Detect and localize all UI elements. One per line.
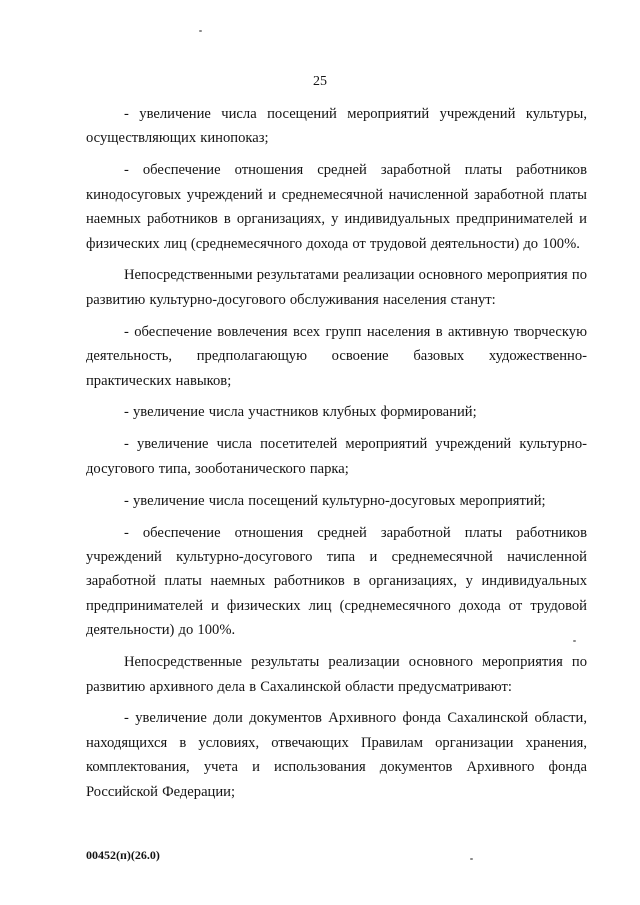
- list-item: - увеличение числа посещений культурно-досуговых мероприятий;: [124, 492, 546, 509]
- scan-speck: [199, 30, 202, 32]
- list-item: - увеличение числа посетителей мероприятий учреждений культурно-досугового типа, зооботанического парка;: [86, 436, 587, 477]
- list-item: - увеличение числа посещений мероприятий учреждений культуры, осуществляющих кинопоказ;: [86, 106, 587, 147]
- list-item: - увеличение числа участников клубных формирований;: [124, 404, 477, 421]
- list-item: - обеспечение отношения средней заработной платы работников учреждений культурно-досугового типа и среднемесячной начисленной заработной платы наемных работников в организациях, у индивидуальных предпринимателей и физических лиц (среднемесячного дохода от трудовой деятельности) до 100%.: [86, 524, 587, 639]
- list-item: - обеспечение отношения средней заработной платы работников кинодосуговых учреждений и среднемесячной начисленной заработной платы наемных работников в организациях, у индивидуальных предпринимателей и физических лиц (среднемесячного дохода от трудовой деятельности) до 100%.: [86, 162, 587, 252]
- page-number: 25: [313, 74, 327, 89]
- list-item: - увеличение доли документов Архивного фонда Сахалинской области, находящихся в условиях, отвечающих Правилам организации хранения, комплектования, учета и использования документов Архивного фонда Российской Федерации;: [86, 710, 587, 800]
- document-body: [86, 102, 587, 812]
- document-code: 00452(п)(26.0): [86, 848, 160, 862]
- paragraph: Непосредственными результатами реализации основного мероприятия по развитию культурно-досугового обслуживания населения станут:: [86, 267, 587, 308]
- paragraph: Непосредственные результаты реализации основного мероприятия по развитию архивного дела в Сахалинской области предусматривают:: [86, 654, 587, 695]
- scan-speck: [470, 858, 473, 860]
- list-item: - обеспечение вовлечения всех групп населения в активную творческую деятельность, предполагающую освоение базовых художественно-практических навыков;: [86, 323, 587, 389]
